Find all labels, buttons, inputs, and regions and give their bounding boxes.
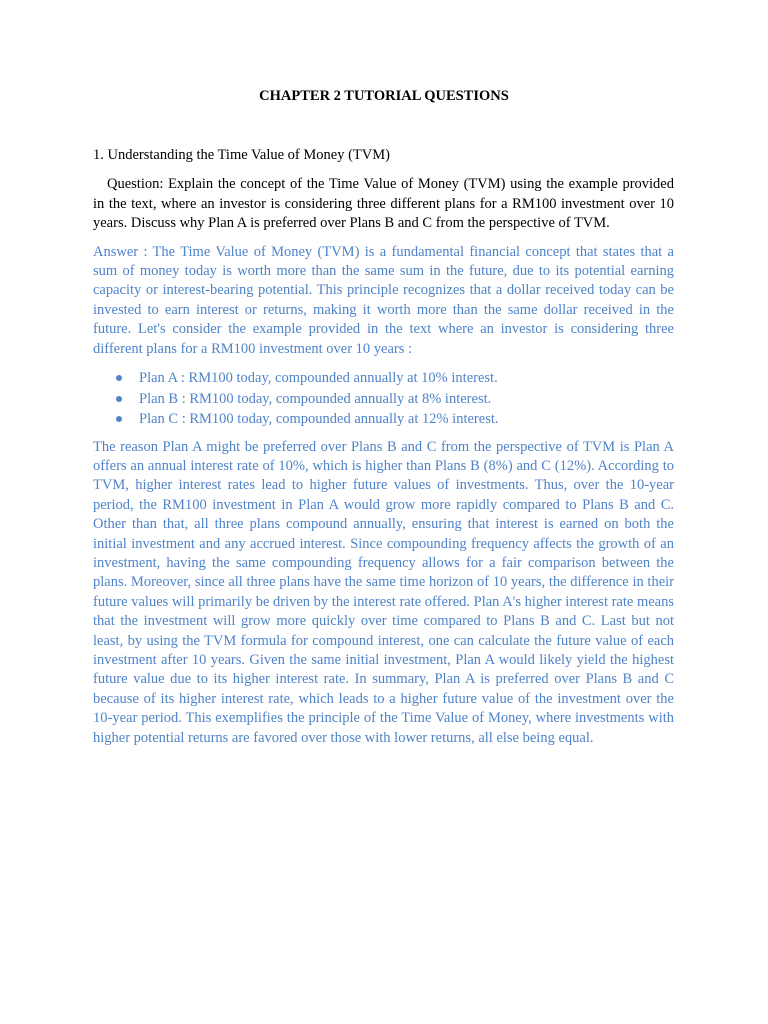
bullet-icon [116, 375, 122, 381]
plan-c-text: Plan C : RM100 today, compounded annually at 12% interest. [139, 411, 499, 428]
plan-b-text: Plan B : RM100 today, compounded annually at 8% interest. [139, 390, 492, 407]
section-heading: 1. Understanding the Time Value of Money (TVM) [93, 147, 390, 163]
question-paragraph: Question: Explain the concept of the Time Value of Money (TVM) using the example provided in the text, where an investor is considering three different plans for a RM100 investment over 10 years. Discuss why Plan A is preferred over Plans B and C from the perspective of TVM. [93, 176, 674, 232]
bullet-icon [116, 396, 122, 402]
plan-a-text: Plan A : RM100 today, compounded annually at 10% interest. [139, 370, 498, 387]
document-body [93, 146, 674, 757]
answer-intro-paragraph: Answer : The Time Value of Money (TVM) is a fundamental financial concept that states that a sum of money today is worth more than the same sum in the future, due to its potential earning capacity or interest-bearing potential. This principle recognizes that a dollar received today can be invested to earn interest or returns, making it worth more than the same dollar received in the future. Let's consider the example provided in the text where an investor is considering three different plans for a RM100 investment over 10 years : [93, 243, 674, 357]
bullet-icon [116, 416, 122, 422]
list-item [93, 389, 674, 410]
document-title: CHAPTER 2 TUTORIAL QUESTIONS [259, 88, 509, 104]
list-item [93, 368, 674, 389]
plans-list [93, 368, 674, 430]
answer-body-paragraph: The reason Plan A might be preferred over Plans B and C from the perspective of TVM is Plan A offers an annual interest rate of 10%, which is higher than Plans B (8%) and C (12%). According to TVM, higher interest rates lead to higher future values of investments. Thus, over the 10-year period, the RM100 investment in Plan A would grow more rapidly compared to Plans B and C. Other than that, all three plans compound annually, ensuring that interest is earned on both the initial investment and any accrued interest. Since compounding frequency affects the growth of an investment, having the same compounding frequency allows for a fair comparison between the plans. Moreover, since all three plans have the same time horizon of 10 years, the difference in their future values will primarily be driven by the interest rate offered. Plan A's higher interest rate means that the investment will grow more quickly over time compared to Plans B and C. Last but not least, by using the TVM formula for compound interest, one can calculate the future value of each investment after 10 years. Given the same initial investment, Plan A would likely yield the highest future value due to its higher interest rate. In summary, Plan A is preferred over Plans B and C because of its higher interest rate, which leads to a higher future value of the investment over the 10-year period. This exemplifies the principle of the Time Value of Money, where investments with higher potential returns are favored over those with lower returns, all else being equal. [93, 438, 674, 746]
list-item [93, 409, 674, 430]
